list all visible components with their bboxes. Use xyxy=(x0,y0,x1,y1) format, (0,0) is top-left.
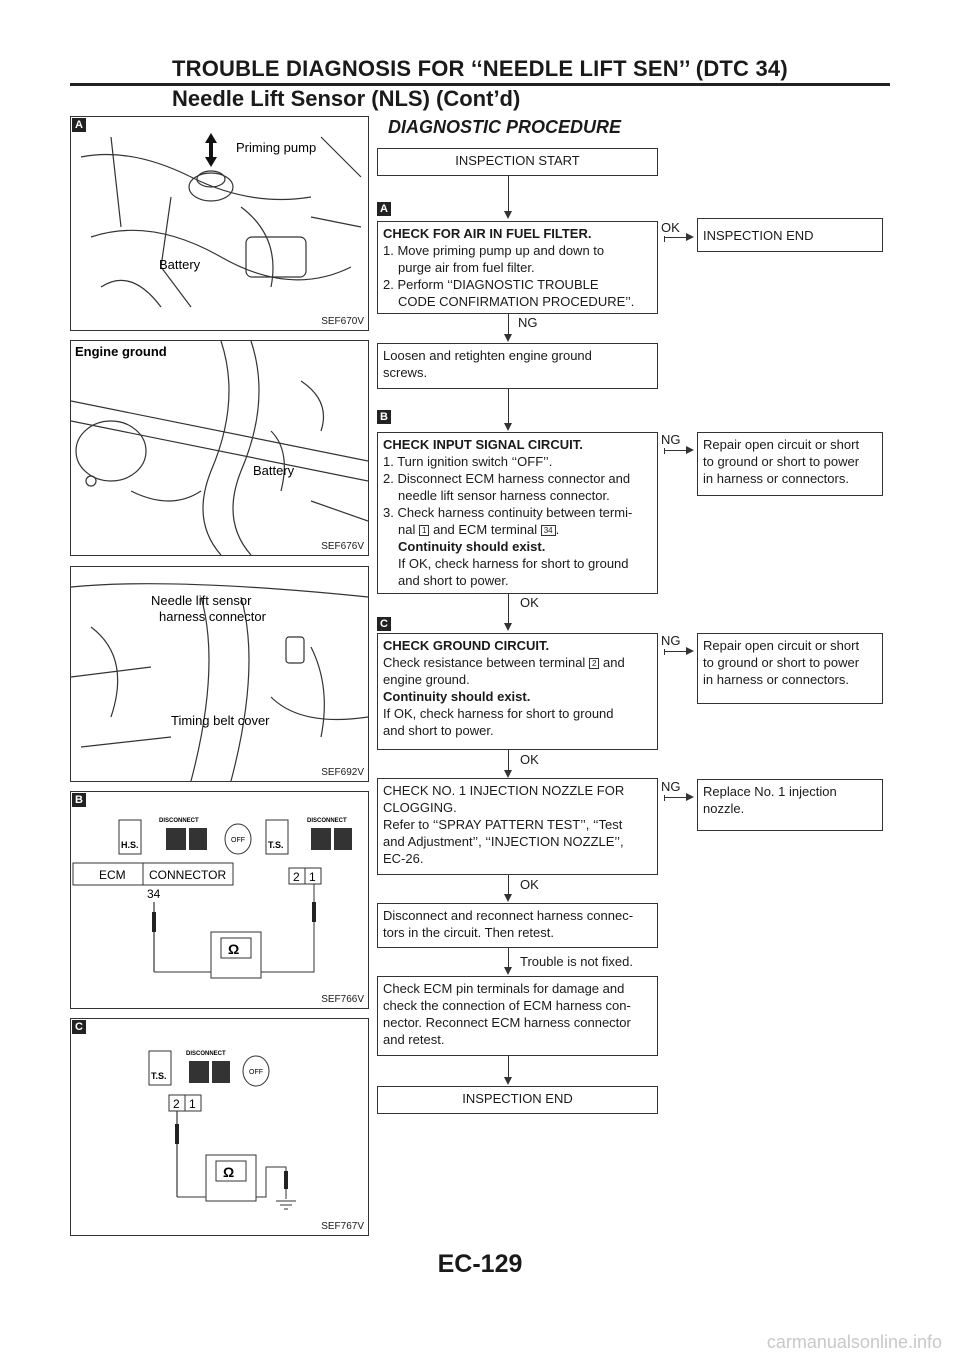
connector-line xyxy=(508,314,509,334)
figure-ground-circuit xyxy=(70,1018,369,1236)
marker-c-flow: C xyxy=(377,617,391,631)
figure-illustration xyxy=(71,117,368,330)
text: Continuity should exist. xyxy=(383,689,531,704)
text: needle lift sensor harness connector. xyxy=(398,488,610,503)
text: nal xyxy=(398,522,416,537)
connector-line xyxy=(508,948,509,967)
label-timing-belt: Timing belt cover xyxy=(171,713,270,728)
connector-line xyxy=(508,594,509,623)
label-ng: NG xyxy=(661,633,681,648)
text: CHECK FOR AIR IN FUEL FILTER. xyxy=(383,226,592,241)
flow-step-reconnect xyxy=(377,903,658,948)
text: INSPECTION END xyxy=(703,228,814,243)
text: Check resistance between terminal xyxy=(383,655,586,670)
label-disconnect-2: DISCONNECT xyxy=(307,818,347,824)
text: nozzle. xyxy=(703,801,745,816)
figure-illustration xyxy=(71,792,368,1008)
arrow-right xyxy=(686,647,694,655)
label-engine-ground: Engine ground xyxy=(75,344,167,359)
label-ok: OK xyxy=(520,595,539,610)
arrow-down xyxy=(504,894,512,902)
label-ng: NG xyxy=(661,779,681,794)
marker-c: C xyxy=(72,1020,86,1034)
arrow-down xyxy=(504,334,512,342)
arrow-down xyxy=(504,211,512,219)
terminal-badge: 1 xyxy=(419,525,429,536)
connector-line xyxy=(664,795,665,801)
flow-repair-2 xyxy=(697,633,883,704)
flow-step-ground-circuit xyxy=(377,633,658,750)
text-line xyxy=(383,654,652,671)
text: Disconnect and reconnect harness connec- xyxy=(383,908,634,923)
arrow-right xyxy=(686,233,694,241)
terminal-badge: 34 xyxy=(541,525,556,536)
arrow-down xyxy=(504,423,512,431)
connector-line xyxy=(508,875,509,894)
flow-step-injection-nozzle xyxy=(377,778,658,875)
figure-ecm-continuity xyxy=(70,791,369,1009)
source-watermark: carmanualsonline.info xyxy=(766,1332,942,1352)
text: Repair open circuit or short xyxy=(703,638,860,653)
label-ok: OK xyxy=(661,220,680,235)
connector-line xyxy=(508,176,509,211)
label-ohm: Ω xyxy=(228,941,240,957)
flow-step-input-signal xyxy=(377,432,658,594)
label-ecm: ECM xyxy=(99,868,126,882)
text: Refer to ‘‘SPRAY PATTERN TEST’’, ‘‘Test xyxy=(383,817,623,832)
text: Repair open circuit or short xyxy=(703,437,860,452)
text: and retest. xyxy=(383,1032,445,1047)
connector-line xyxy=(664,797,686,798)
label-ts: T.S. xyxy=(151,1071,167,1081)
figure-illustration xyxy=(71,341,368,555)
text: screws. xyxy=(383,365,428,380)
text: in harness or connectors. xyxy=(703,672,849,687)
text-line xyxy=(383,521,652,538)
connector-line xyxy=(508,750,509,770)
marker-a: A xyxy=(72,118,86,132)
text: CHECK INPUT SIGNAL CIRCUIT. xyxy=(383,437,583,452)
label-nls-1: Needle lift sensor xyxy=(151,593,252,608)
text: CODE CONFIRMATION PROCEDURE’’. xyxy=(398,294,635,309)
text: CLOGGING. xyxy=(383,800,457,815)
flow-inspection-end xyxy=(377,1086,658,1114)
text: check the connection of ECM harness con- xyxy=(383,998,631,1013)
figure-illustration xyxy=(71,567,368,781)
text: tors in the circuit. Then retest. xyxy=(383,925,554,940)
text: INSPECTION END xyxy=(462,1091,573,1106)
connector-line xyxy=(664,649,665,655)
text: Loosen and retighten engine ground xyxy=(383,348,592,363)
label-off: OFF xyxy=(231,837,245,844)
section-subtitle: Needle Lift Sensor (NLS) (Cont’d) xyxy=(172,86,521,111)
figure-code: SEF766V xyxy=(321,994,364,1005)
label-disconnect: DISCONNECT xyxy=(159,818,199,824)
label-battery: Battery xyxy=(253,463,295,478)
label-ok: OK xyxy=(520,877,539,892)
flow-repair-1 xyxy=(697,432,883,496)
figure-engine-ground xyxy=(70,340,369,556)
flow-inspection-end-side xyxy=(697,218,883,252)
figure-code: SEF767V xyxy=(321,1221,364,1232)
text: 1. Turn ignition switch ‘‘OFF’’. xyxy=(383,454,553,469)
text: INSPECTION START xyxy=(455,153,580,168)
flow-replace-nozzle xyxy=(697,779,883,831)
text: 3. Check harness continuity between termi- xyxy=(383,505,633,520)
text: Replace No. 1 injection xyxy=(703,784,837,799)
figure-priming-pump xyxy=(70,116,369,331)
text: and ECM terminal xyxy=(433,522,538,537)
text: nector. Reconnect ECM harness connector xyxy=(383,1015,631,1030)
figure-code: SEF692V xyxy=(321,767,364,778)
label-ts: T.S. xyxy=(268,840,284,850)
connector-line xyxy=(664,448,665,454)
arrow-right xyxy=(686,793,694,801)
flow-inspection-start xyxy=(377,148,658,176)
text: and xyxy=(603,655,625,670)
arrow-down xyxy=(504,1077,512,1085)
label-battery: Battery xyxy=(159,257,201,272)
procedure-title: DIAGNOSTIC PROCEDURE xyxy=(388,117,622,137)
text: to ground or short to power xyxy=(703,655,860,670)
text: . xyxy=(555,522,560,537)
text: Continuity should exist. xyxy=(398,539,546,554)
text: purge air from fuel filter. xyxy=(398,260,535,275)
label-term-2: 2 xyxy=(293,870,300,884)
text: and Adjustment’’, ‘‘INJECTION NOZZLE’’, xyxy=(383,834,624,849)
flow-step-check-ecm-pins xyxy=(377,976,658,1056)
arrow-down xyxy=(504,623,512,631)
connector-line xyxy=(664,236,665,242)
page-number: EC-129 xyxy=(437,1250,523,1278)
flow-step-check-air xyxy=(377,221,658,314)
section-title: TROUBLE DIAGNOSIS FOR ‘‘NEEDLE LIFT SEN’’ (DTC 34) xyxy=(172,56,788,81)
text: CHECK NO. 1 INJECTION NOZZLE FOR xyxy=(383,783,625,798)
text: and short to power. xyxy=(398,573,509,588)
connector-line xyxy=(664,651,686,652)
connector-line xyxy=(508,389,509,423)
arrow-down xyxy=(504,770,512,778)
text: engine ground. xyxy=(383,672,470,687)
label-term-1: 1 xyxy=(309,870,316,884)
label-connector: CONNECTOR xyxy=(149,868,227,882)
label-ng: NG xyxy=(661,432,681,447)
text: 1. Move priming pump up and down to xyxy=(383,243,605,258)
figure-code: SEF670V xyxy=(321,316,364,327)
flow-step-loosen-ground xyxy=(377,343,658,389)
text: in harness or connectors. xyxy=(703,471,849,486)
text: EC-26. xyxy=(383,851,424,866)
figure-illustration xyxy=(71,1019,368,1235)
connector-line xyxy=(664,450,686,451)
label-term-1: 1 xyxy=(189,1097,196,1111)
text: If OK, check harness for short to ground xyxy=(398,556,629,571)
arrow-right xyxy=(686,446,694,454)
label-ng: NG xyxy=(518,315,538,330)
text: CHECK GROUND CIRCUIT. xyxy=(383,638,550,653)
terminal-badge: 2 xyxy=(589,658,599,669)
text: If OK, check harness for short to ground xyxy=(383,706,614,721)
label-hs: H.S. xyxy=(121,840,139,850)
figure-nls-connector xyxy=(70,566,369,782)
label-nls-2: harness connector xyxy=(159,609,266,624)
text: Check ECM pin terminals for damage and xyxy=(383,981,625,996)
figure-code: SEF676V xyxy=(321,541,364,552)
label-ohm: Ω xyxy=(223,1164,235,1180)
text: 2. Disconnect ECM harness connector and xyxy=(383,471,631,486)
marker-b-flow: B xyxy=(377,410,391,424)
label-off: OFF xyxy=(249,1069,263,1076)
text: to ground or short to power xyxy=(703,454,860,469)
label-disconnect: DISCONNECT xyxy=(186,1051,226,1057)
label-term-2: 2 xyxy=(173,1097,180,1111)
text: 2. Perform ‘‘DIAGNOSTIC TROUBLE xyxy=(383,277,599,292)
marker-b: B xyxy=(72,793,86,807)
arrow-down xyxy=(504,967,512,975)
label-pin-34: 34 xyxy=(147,887,161,901)
connector-line xyxy=(508,1056,509,1077)
label-ok: OK xyxy=(520,752,539,767)
label-priming-pump: Priming pump xyxy=(236,140,317,155)
label-not-fixed: Trouble is not fixed. xyxy=(520,954,633,969)
connector-line xyxy=(664,237,686,238)
text: and short to power. xyxy=(383,723,494,738)
marker-a-flow: A xyxy=(377,202,391,216)
